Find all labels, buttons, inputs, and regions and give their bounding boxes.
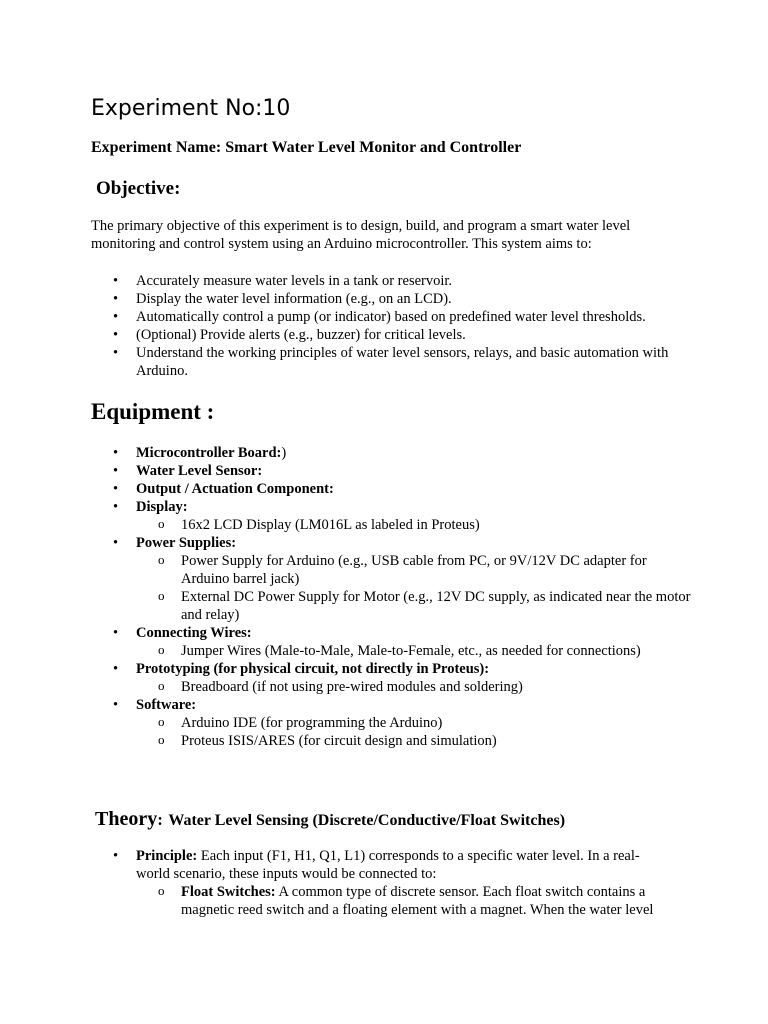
equipment-sublist <box>136 552 691 624</box>
equipment-label: Output / Actuation Component: <box>136 481 334 497</box>
theory-sublist <box>136 883 671 919</box>
equipment-suffix: ) <box>281 445 287 461</box>
equipment-subitem: o 16x2 LCD Display (LM016L as labeled in Proteus) <box>136 516 691 534</box>
theory-subtitle: Water Level Sensing (Discrete/Conductive/Float Switches) <box>168 812 566 829</box>
equipment-label: Water Level Sensor: <box>136 463 263 479</box>
equipment-item <box>91 660 691 696</box>
float-label: Float Switches: <box>181 884 276 900</box>
page-title: Experiment No:10 <box>91 96 291 121</box>
objective-item: • Understand the working principles of water level sensors, relays, and basic automation with Arduino. <box>91 344 671 380</box>
equipment-label: Software: <box>136 697 197 713</box>
equipment-item <box>91 534 691 624</box>
equipment-item <box>91 696 691 750</box>
experiment-name <box>91 138 521 158</box>
equipment-label: Microcontroller Board: <box>136 445 282 461</box>
equipment-item <box>91 444 691 462</box>
equipment-sublist <box>136 678 691 696</box>
equipment-item <box>91 462 691 480</box>
equipment-label: Connecting Wires: <box>136 625 252 641</box>
equipment-subitem: o External DC Power Supply for Motor (e.g., 12V DC supply, as indicated near the motor and relay) <box>136 588 691 624</box>
experiment-name-value: Smart Water Level Monitor and Controller <box>225 139 522 156</box>
equipment-subitem: o Breadboard (if not using pre-wired modules and soldering) <box>136 678 691 696</box>
principle-label: Principle: <box>136 848 198 864</box>
theory-list <box>91 847 671 919</box>
equipment-heading: Equipment : <box>91 399 215 424</box>
equipment-sublist <box>136 642 691 660</box>
objective-item: • Accurately measure water levels in a tank or reservoir. <box>91 272 671 290</box>
theory-subitem <box>136 883 671 919</box>
objective-item: • (Optional) Provide alerts (e.g., buzzer) for critical levels. <box>91 326 671 344</box>
equipment-subitem: o Power Supply for Arduino (e.g., USB cable from PC, or 9V/12V DC adapter for Arduino barrel jack) <box>136 552 691 588</box>
equipment-subitem: o Arduino IDE (for programming the Arduino) <box>136 714 691 732</box>
theory-title: Theory <box>95 808 158 830</box>
objective-heading: Objective: <box>96 178 181 199</box>
theory-heading <box>95 805 565 834</box>
objective-intro: The primary objective of this experiment is to design, build, and program a smart water level monitoring and control system using an Arduino microcontroller. This system aims to: <box>91 218 631 252</box>
equipment-item <box>91 624 691 660</box>
theory-colon: : <box>157 810 163 829</box>
equipment-item <box>91 498 691 534</box>
theory-item <box>91 847 671 919</box>
objective-list <box>91 272 671 380</box>
equipment-item <box>91 480 691 498</box>
experiment-name-label: Experiment Name: <box>91 139 222 156</box>
equipment-list <box>91 444 691 750</box>
equipment-subitem: o Jumper Wires (Male-to-Male, Male-to-Female, etc., as needed for connections) <box>136 642 691 660</box>
equipment-label: Display: <box>136 499 188 515</box>
equipment-label: Prototyping (for physical circuit, not directly in Proteus): <box>136 661 490 677</box>
equipment-subitem: o Proteus ISIS/ARES (for circuit design and simulation) <box>136 732 691 750</box>
objective-item: • Automatically control a pump (or indicator) based on predefined water level thresholds. <box>91 308 671 326</box>
principle-text: Each input (F1, H1, Q1, L1) corresponds to a specific water level. In a real-world scenario, these inputs would be connected to: <box>136 848 640 882</box>
float-text: A common type of discrete sensor. Each float switch contains a magnetic reed switch and a floating element with a magnet. When the water level <box>181 884 654 918</box>
equipment-sublist <box>136 516 691 534</box>
objective-item: • Display the water level information (e.g., on an LCD). <box>91 290 671 308</box>
equipment-sublist <box>136 714 691 750</box>
equipment-label: Power Supplies: <box>136 535 237 551</box>
